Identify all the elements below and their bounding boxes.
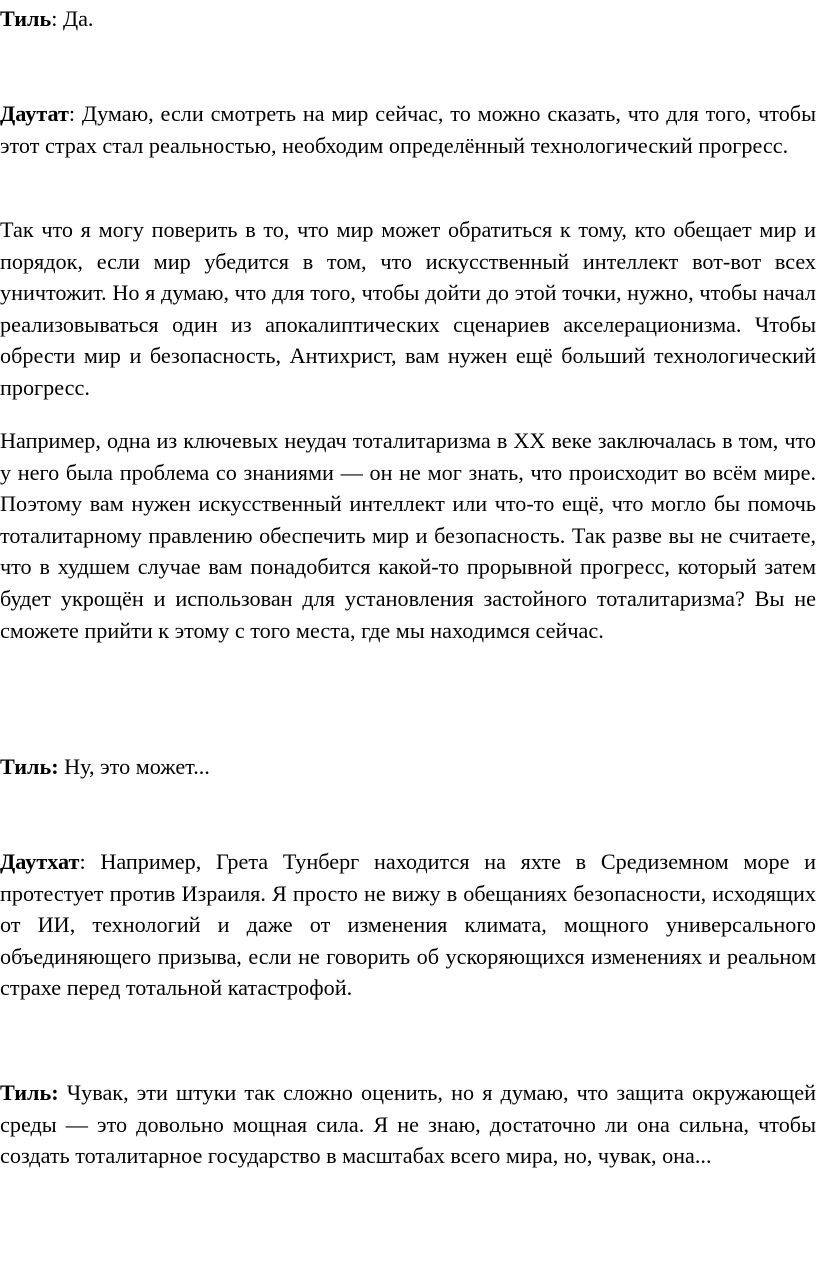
paragraph-thiel-2: [0, 751, 816, 783]
paragraph-text: Чувак, эти штуки так сложно оценить, но я думаю, что защита окружающей среды — это довольно мощная сила. Я не знаю, достаточно ли она сильна, чтобы создать тоталитарное государство в масштабах всего мира, но, чувак, она...: [0, 1080, 816, 1169]
speaker-separator: :: [79, 849, 86, 874]
speaker-separator: :: [68, 101, 76, 126]
paragraph-thiel-1: [0, 3, 816, 35]
paragraph-douthat-3: [0, 425, 816, 646]
speaker-separator: :: [51, 6, 58, 31]
speaker-name: Даутат: [0, 101, 69, 126]
paragraph-thiel-3: [0, 1077, 816, 1172]
paragraph-douthat-2: [0, 214, 816, 404]
paragraph-text: Да.: [57, 6, 94, 31]
paragraph-text: Например, Грета Тунберг находится на яхте в Средиземном море и протестует против Израиля. Я просто не вижу в обещаниях безопасности, исходящих от ИИ, технологий и даже от изменения климата, мощного универсального объединяющего призыва, если не говорить об ускоряющихся изменениях и реальном страхе перед тотальной катастрофой.: [0, 849, 816, 1001]
speaker-name: Тиль:: [0, 754, 59, 779]
paragraph-text: Думаю, если смотреть на мир сейчас, то можно сказать, что для того, чтобы этот страх стал реальностью, необходим определённый технологический прогресс.: [0, 101, 816, 158]
paragraph-text: Например, одна из ключевых неудач тоталитаризма в XX веке заключалась в том, что у него была проблема со знаниями — он не мог знать, что происходит во всём мире. Поэтому вам нужен искусственный интеллект или что-то ещё, что могло бы помочь тоталитарному правлению обеспечить мир и безопасность. Так разве вы не считаете, что в худшем случае вам понадобится какой-то прорывной прогресс, который затем будет укрощён и использован для установления застойного тоталитаризма? Вы не сможете прийти к этому с того места, где мы находимся сейчас.: [0, 428, 816, 643]
paragraph-text: Ну, это может...: [58, 754, 210, 779]
paragraph-douthat-4: [0, 846, 816, 1004]
paragraph-text: Так что я могу поверить в то, что мир может обратиться к тому, кто обещает мир и порядок, если мир убедится в том, что искусственный интеллект вот-вот всех уничтожит. Но я думаю, что для того, чтобы дойти до этой точки, нужно, чтобы начал реализовываться один из апокалиптических сценариев акселерационизма. Чтобы обрести мир и безопасность, Антихрист, вам нужен ещё больший технологический прогресс.: [0, 217, 816, 400]
paragraph-douthat-1: [0, 98, 816, 161]
speaker-name: Тиль: [0, 6, 52, 31]
speaker-name: Даутхат: [0, 849, 80, 874]
speaker-name: Тиль:: [0, 1080, 59, 1105]
